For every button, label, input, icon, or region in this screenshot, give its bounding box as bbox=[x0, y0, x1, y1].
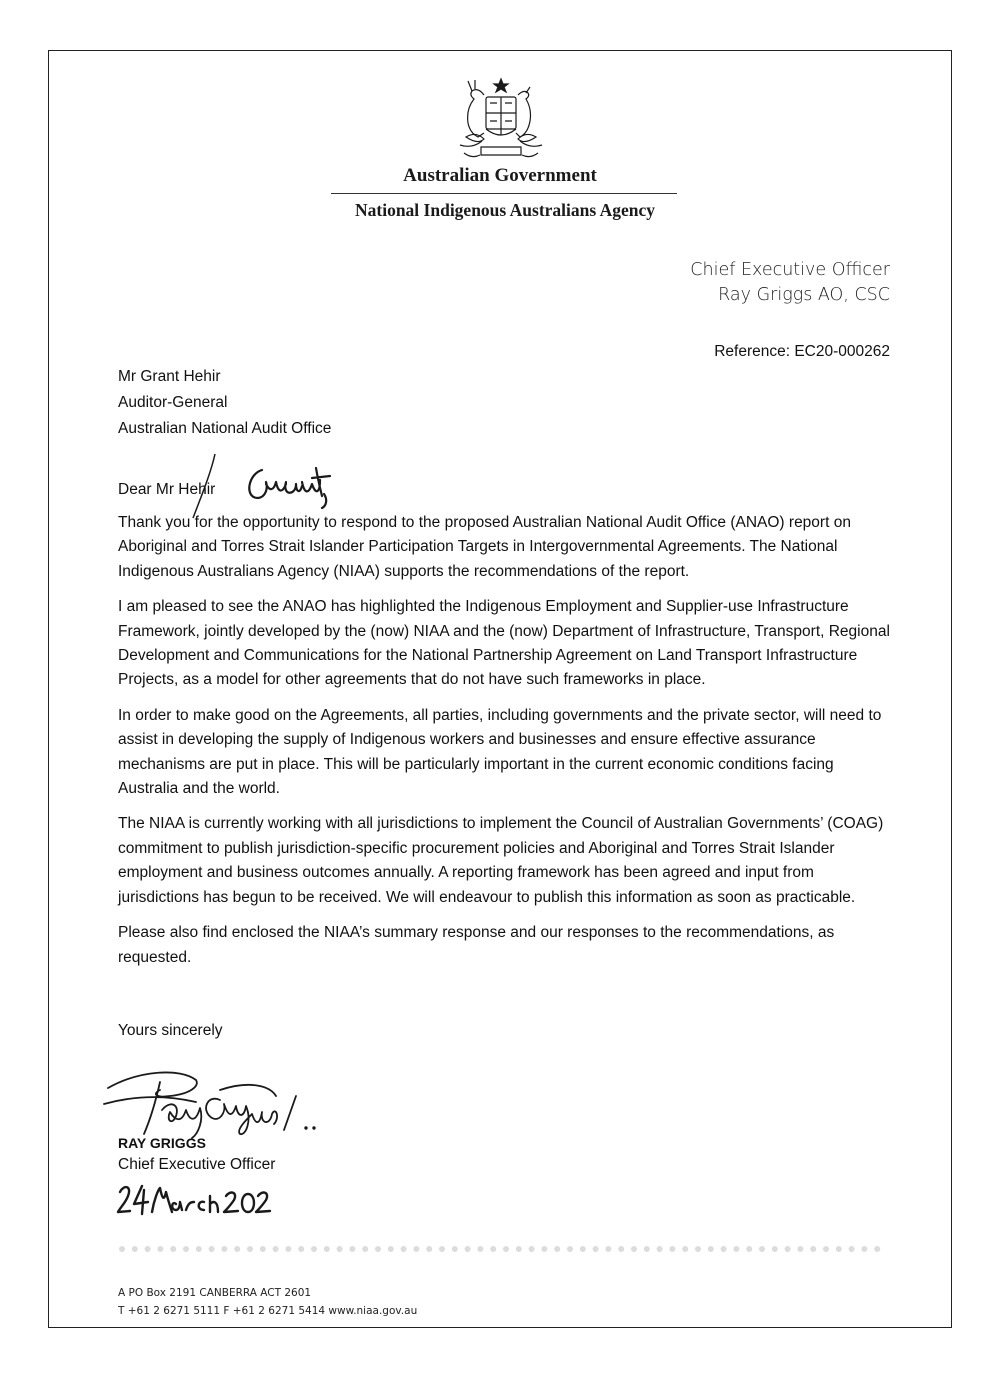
signatory-title: Chief Executive Officer bbox=[118, 1156, 276, 1173]
rule-dot bbox=[426, 1246, 432, 1252]
rule-dot bbox=[375, 1246, 381, 1252]
rule-dot bbox=[631, 1246, 637, 1252]
addressee-organisation: Australian National Audit Office bbox=[118, 420, 332, 437]
rule-dot bbox=[247, 1246, 253, 1252]
rule-dot bbox=[746, 1246, 752, 1252]
rule-dot bbox=[516, 1246, 522, 1252]
sender-name: Ray Griggs AO, CSC bbox=[718, 285, 890, 305]
rule-dot bbox=[170, 1246, 176, 1252]
rule-dot bbox=[439, 1246, 445, 1252]
footer-contact: T +61 2 6271 5111 F +61 2 6271 5414 www.niaa.gov.au bbox=[118, 1305, 418, 1317]
rule-dot bbox=[874, 1246, 880, 1252]
sender-block bbox=[690, 258, 890, 308]
rule-dot bbox=[541, 1246, 547, 1252]
decorative-dotted-rule bbox=[118, 1243, 883, 1255]
rule-dot bbox=[567, 1246, 573, 1252]
rule-dot bbox=[260, 1246, 266, 1252]
body-paragraph: The NIAA is currently working with all jurisdictions to implement the Council of Australian Governments’ (COAG) commitment to publish jurisdiction-specific procurement policies and Aboriginal and Torres Strait Islander employment and business outcomes annually. A reporting framework has been agreed and input from jurisdictions has begun to be received. We will endeavour to publish this information as soon as practicable. bbox=[118, 815, 884, 906]
handwritten-salutation bbox=[242, 462, 357, 510]
rule-dot bbox=[298, 1246, 304, 1252]
rule-dot bbox=[157, 1246, 163, 1252]
rule-dot bbox=[657, 1246, 663, 1252]
closing: Yours sincerely bbox=[118, 1022, 223, 1039]
rule-dot bbox=[708, 1246, 714, 1252]
rule-dot bbox=[669, 1246, 675, 1252]
body-paragraph: In order to make good on the Agreements, all parties, including governments and the private sector, will need to assist in developing the supply of Indigenous workers and businesses and ensure effective assurance mechanisms are put in place. This will be particularly important in the current economic conditions facing Australia and the world. bbox=[118, 706, 882, 798]
body-paragraph: Please also find enclosed the NIAA’s summary response and our responses to the recommendations, as requested. bbox=[118, 924, 835, 966]
rule-dot bbox=[477, 1246, 483, 1252]
rule-dot bbox=[183, 1246, 189, 1252]
rule-dot bbox=[580, 1246, 586, 1252]
rule-dot bbox=[209, 1246, 215, 1252]
rule-dot bbox=[823, 1246, 829, 1252]
government-name: Australian Government bbox=[403, 165, 597, 186]
rule-dot bbox=[733, 1246, 739, 1252]
rule-dot bbox=[132, 1246, 138, 1252]
letterhead-footer bbox=[118, 1284, 417, 1320]
rule-dot bbox=[145, 1246, 151, 1252]
rule-dot bbox=[503, 1246, 509, 1252]
rule-dot bbox=[311, 1246, 317, 1252]
rule-dot bbox=[618, 1246, 624, 1252]
body-paragraph: Thank you for the opportunity to respond to the proposed Australian National Audit Office (ANAO) report on Aboriginal and Torres Strait Islander Participation Targets in Intergovernmental Agreements. The National Indigenous Australians Agency (NIAA) supports the recommendations of the report. bbox=[118, 514, 851, 580]
rule-dot bbox=[221, 1246, 227, 1252]
signatory-name: RAY GRIGGS bbox=[118, 1135, 206, 1151]
handwritten-date bbox=[116, 1178, 276, 1220]
rule-dot bbox=[529, 1246, 535, 1252]
rule-dot bbox=[682, 1246, 688, 1252]
rule-dot bbox=[401, 1246, 407, 1252]
salutation: Dear Mr Hehir bbox=[118, 481, 216, 498]
rule-dot bbox=[119, 1246, 125, 1252]
addressee-block bbox=[118, 364, 331, 442]
agency-name: National Indigenous Australians Agency bbox=[355, 200, 655, 220]
rule-dot bbox=[593, 1246, 599, 1252]
rule-dot bbox=[273, 1246, 279, 1252]
rule-dot bbox=[196, 1246, 202, 1252]
rule-dot bbox=[349, 1246, 355, 1252]
rule-dot bbox=[388, 1246, 394, 1252]
letter-body bbox=[118, 511, 890, 981]
rule-dot bbox=[362, 1246, 368, 1252]
rule-dot bbox=[785, 1246, 791, 1252]
letterhead-divider bbox=[331, 193, 677, 194]
rule-dot bbox=[861, 1246, 867, 1252]
rule-dot bbox=[644, 1246, 650, 1252]
rule-dot bbox=[465, 1246, 471, 1252]
rule-dot bbox=[836, 1246, 842, 1252]
rule-dot bbox=[337, 1246, 343, 1252]
rule-dot bbox=[772, 1246, 778, 1252]
rule-dot bbox=[285, 1246, 291, 1252]
rule-dot bbox=[810, 1246, 816, 1252]
rule-dot bbox=[234, 1246, 240, 1252]
rule-dot bbox=[554, 1246, 560, 1252]
reference-number: Reference: EC20-000262 bbox=[714, 343, 890, 360]
footer-address: A PO Box 2191 CANBERRA ACT 2601 bbox=[118, 1287, 312, 1299]
coat-of-arms-icon bbox=[446, 75, 556, 165]
addressee-name: Mr Grant Hehir bbox=[118, 368, 221, 385]
rule-dot bbox=[759, 1246, 765, 1252]
rule-dot bbox=[797, 1246, 803, 1252]
body-paragraph: I am pleased to see the ANAO has highlighted the Indigenous Employment and Supplier-use Infrastructure Framework, jointly developed by the (now) NIAA and the (now) Department of Infrastructure, Transport, Regional Development and Communications for the National Partnership Agreement on Land Transport Infrastructure Projects, as a model for other agreements that do not have such frameworks in place. bbox=[118, 598, 890, 689]
rule-dot bbox=[849, 1246, 855, 1252]
rule-dot bbox=[695, 1246, 701, 1252]
rule-dot bbox=[413, 1246, 419, 1252]
rule-dot bbox=[721, 1246, 727, 1252]
rule-dot bbox=[490, 1246, 496, 1252]
rule-dot bbox=[605, 1246, 611, 1252]
rule-dot bbox=[324, 1246, 330, 1252]
sender-title: Chief Executive Officer bbox=[690, 260, 890, 280]
rule-dot bbox=[452, 1246, 458, 1252]
addressee-position: Auditor-General bbox=[118, 394, 228, 411]
